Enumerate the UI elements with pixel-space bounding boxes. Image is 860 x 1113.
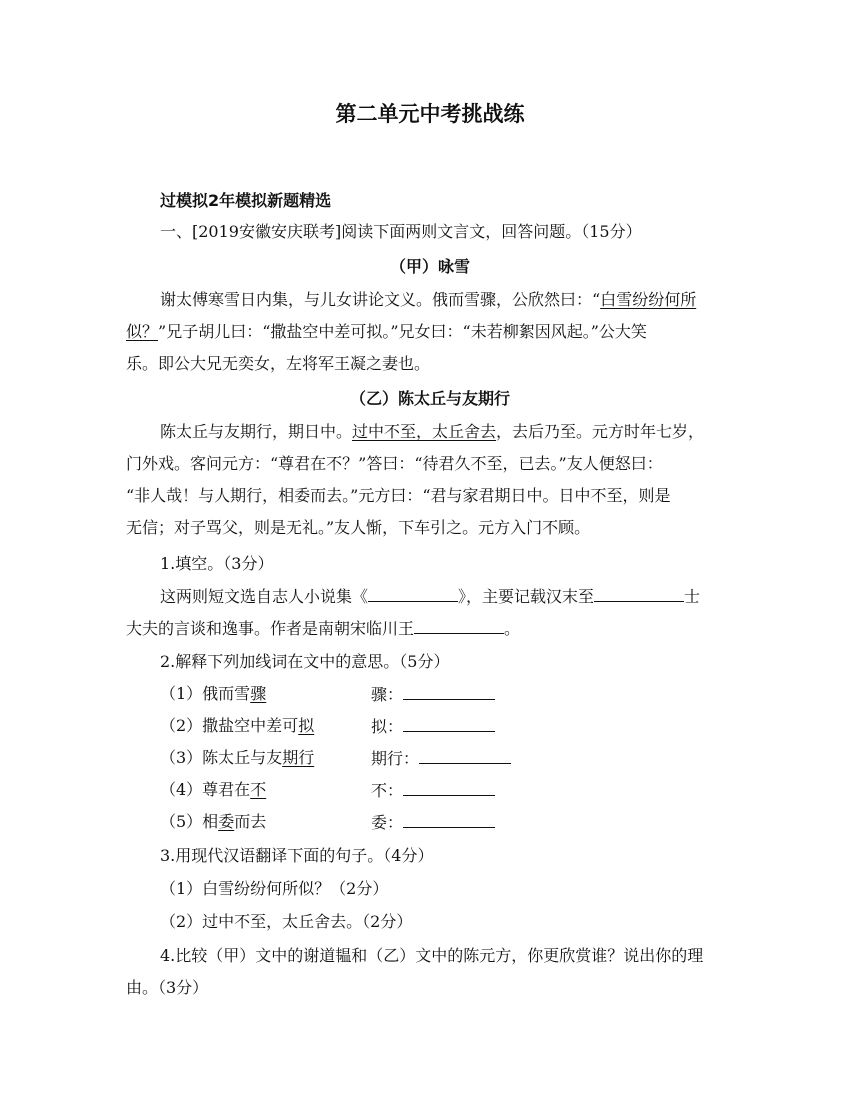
answer-label: 骤： <box>371 685 404 704</box>
q1-text: 这两则短文选自志人小说集《 <box>160 587 369 606</box>
q1-line-2 <box>126 617 520 640</box>
passage-a-line-2 <box>126 321 647 343</box>
q2-item-text: （3）陈太丘与友 <box>160 748 283 767</box>
passage-a-line-1 <box>160 289 696 311</box>
passage-a-text: ”兄子胡儿曰：“撒盐空中差可拟。”兄女曰：“未若柳絮因风起。”公大笑 <box>158 322 647 341</box>
answer-label: 期行： <box>371 749 420 768</box>
answer-blank[interactable] <box>414 617 504 634</box>
underlined-word: 拟 <box>298 716 315 735</box>
q3-item-1: （1）白雪纷纷何所似？（2分） <box>160 879 389 898</box>
q2-item-text: 而去 <box>234 812 267 831</box>
answer-blank[interactable] <box>419 747 511 764</box>
passage-b-title: （乙）陈太丘与友期行 <box>349 389 510 408</box>
q2-item-5 <box>160 811 266 833</box>
underlined-phrase: 白雪纷纷何所 <box>600 290 697 309</box>
answer-label: 不： <box>371 781 404 800</box>
answer-blank[interactable] <box>403 811 495 828</box>
answer-blank[interactable] <box>403 779 495 796</box>
q2-item-text: （1）俄而雪 <box>160 684 251 703</box>
underlined-phrase: 似？ <box>126 322 159 341</box>
q2-item-text: （5）相 <box>160 812 219 831</box>
underlined-word: 期行 <box>282 748 315 767</box>
q2-label: 2.解释下列加线词在文中的意思。（5分） <box>160 652 450 671</box>
passage-b-line-1 <box>160 421 704 443</box>
q2-answer-4 <box>371 779 495 802</box>
q2-item-text: （2）撒盐空中差可 <box>160 716 299 735</box>
q2-item-1 <box>160 683 266 705</box>
q2-item-text: （4）尊君在 <box>160 780 251 799</box>
q2-answer-5 <box>371 811 495 834</box>
q2-answer-3 <box>371 747 511 770</box>
q1-text: 士 <box>684 587 701 606</box>
q1-text: 》，主要记载汉末至 <box>458 587 595 606</box>
underlined-word: 不 <box>250 780 267 799</box>
passage-a-title: （甲）咏雪 <box>389 257 470 276</box>
question-intro: 一、[2019安徽安庆联考]阅读下面两则文言文，回答问题。（15分） <box>160 222 642 241</box>
answer-label: 委： <box>371 813 404 832</box>
q1-text: 大夫的言谈和逸事。作者是南朝宋临川王 <box>126 619 415 638</box>
answer-blank[interactable] <box>368 585 458 602</box>
passage-b-text: ，去后乃至。元方时年七岁， <box>496 422 705 441</box>
answer-blank[interactable] <box>403 715 495 732</box>
passage-b-line-2: 门外戏。客问元方：“尊君在不？”答曰：“待君久不至，已去。”友人便怒曰： <box>126 454 663 473</box>
q2-answer-2 <box>371 715 495 738</box>
passage-a-text: 谢太傅寒雪日内集，与儿女讲论文义。俄而雪骤，公欣然曰：“ <box>160 290 601 309</box>
answer-label: 拟： <box>371 717 404 736</box>
passage-b-line-4: 无信；对子骂父，则是无礼。”友人惭，下车引之。元方入门不顾。 <box>126 518 591 537</box>
section-heading: 过模拟2年模拟新题精选 <box>160 191 332 210</box>
page-title: 第二单元中考挑战练 <box>335 102 525 126</box>
q2-item-3 <box>160 747 314 769</box>
passage-b-text: 陈太丘与友期行，期日中。 <box>160 422 353 441</box>
q2-item-4 <box>160 779 266 801</box>
q1-line-1 <box>160 585 700 608</box>
underlined-word: 委 <box>218 812 235 831</box>
q3-label: 3.用现代汉语翻译下面的句子。（4分） <box>160 846 434 865</box>
underlined-word: 骤 <box>250 684 267 703</box>
q1-label: 1.填空。（3分） <box>160 554 274 573</box>
q1-text: 。 <box>504 619 521 638</box>
q4-line-1: 4.比较（甲）文中的谢道韫和（乙）文中的陈元方，你更欣赏谁？说出你的理 <box>160 946 704 965</box>
answer-blank[interactable] <box>594 585 684 602</box>
passage-a-line-3: 乐。即公大兄无奕女，左将军王凝之妻也。 <box>126 354 431 373</box>
passage-b-line-3: “非人哉！与人期行，相委而去。”元方曰：“君与家君期日中。日中不至，则是 <box>126 486 671 505</box>
q4-line-2: 由。（3分） <box>126 978 209 997</box>
answer-blank[interactable] <box>403 683 495 700</box>
underlined-phrase: 过中不至，太丘舍去 <box>352 422 497 441</box>
q2-answer-1 <box>371 683 495 706</box>
q3-item-2: （2）过中不至，太丘舍去。（2分） <box>160 912 413 931</box>
q2-item-2 <box>160 715 314 737</box>
